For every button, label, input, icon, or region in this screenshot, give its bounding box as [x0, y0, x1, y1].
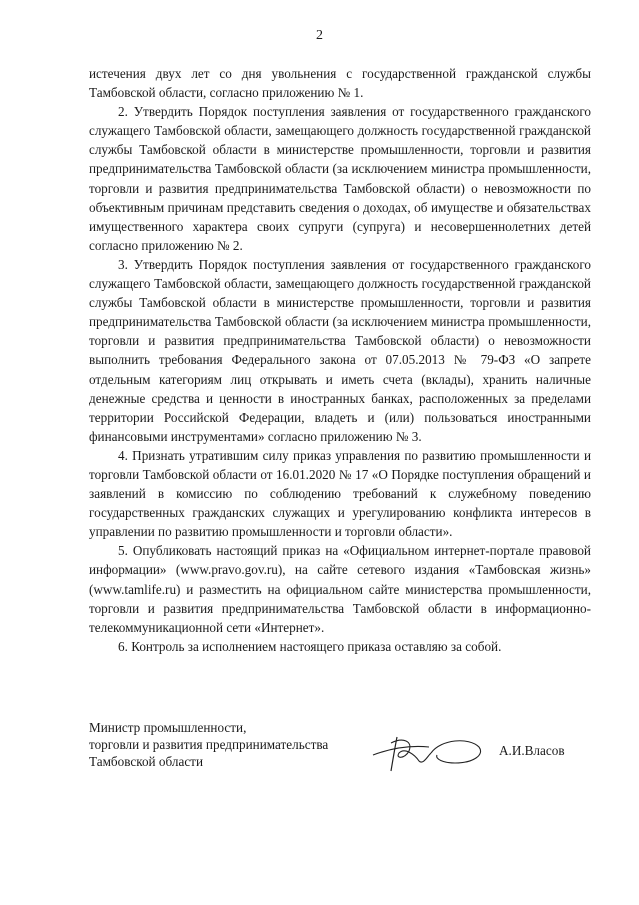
paragraph-item-3: 3. Утвердить Порядок поступления заявления от государственного гражданского служащего Тамбовской области, замещающего должность государственной гражданской службы Тамбовской области в министерстве промышленности, торговли и развития предпринимательства Тамбовской области (за исключением министра промышленности, торговли и развития предпринимательства Тамбовской области) о невозможности выполнить требования Федерального закона от 07.05.2013 № 79-ФЗ «О запрете отдельным категориям лиц открывать и иметь счета (вклады), хранить наличные денежные средства и ценности в иностранных банках, расположенных за пределами территории Российской Федерации, владеть и (или) пользоваться иностранными финансовыми инструментами» согласно приложению № 3.: [89, 256, 591, 444]
document-body: [89, 64, 591, 656]
handwritten-signature: [369, 727, 487, 773]
signatory-title-line: торговли и развития предпринимательства: [89, 737, 329, 752]
signature-block: [89, 719, 591, 779]
signatory-name: А.И.Власов: [499, 743, 565, 758]
signatory-title: [89, 719, 328, 770]
paragraph-item-2: 2. Утвердить Порядок поступления заявления от государственного гражданского служащего Тамбовской области, замещающего должность государственной гражданской службы Тамбовской области в министерстве промышленности, торговли и развития предпринимательства Тамбовской области (за исключением министра промышленности, торговли и развития предпринимательства Тамбовской области) о невозможности по объективным причинам представить сведения о доходах, об имуществе и обязательствах имущественного характера своих супруги (супруга) и несовершеннолетних детей согласно приложению № 2.: [89, 104, 591, 253]
paragraph-item-5: 5. Опубликовать настоящий приказ на «Официальном интернет-портале правовой информации» (www.pravo.gov.ru), на сайте сетевого издания «Тамбовская жизнь» (www.tamlife.ru) и разместить на официальном сайте министерства промышленности, торговли и развития предпринимательства Тамбовской области в информационно-телекоммуникационной сети «Интернет».: [89, 543, 591, 635]
page-number: 2: [316, 28, 323, 43]
signatory-title-line: Тамбовской области: [89, 754, 203, 769]
paragraph-item-4: 4. Признать утратившим силу приказ управления по развитию промышленности и торговли Тамбовской области от 16.01.2020 № 17 «О Порядке поступления обращений и заявлений в комиссию по соблюдению требований к служебному поведению государственных гражданских служащих и урегулированию конфликта интересов в управлении по развитию промышленности и торговли области».: [89, 447, 591, 540]
signatory-title-line: Министр промышленности,: [89, 720, 247, 735]
paragraph-item-6: 6. Контроль за исполнением настоящего приказа оставляю за собой.: [118, 638, 502, 654]
paragraph-continuation: истечения двух лет со дня увольнения с государственной гражданской службы Тамбовской области, согласно приложению № 1.: [89, 66, 591, 101]
